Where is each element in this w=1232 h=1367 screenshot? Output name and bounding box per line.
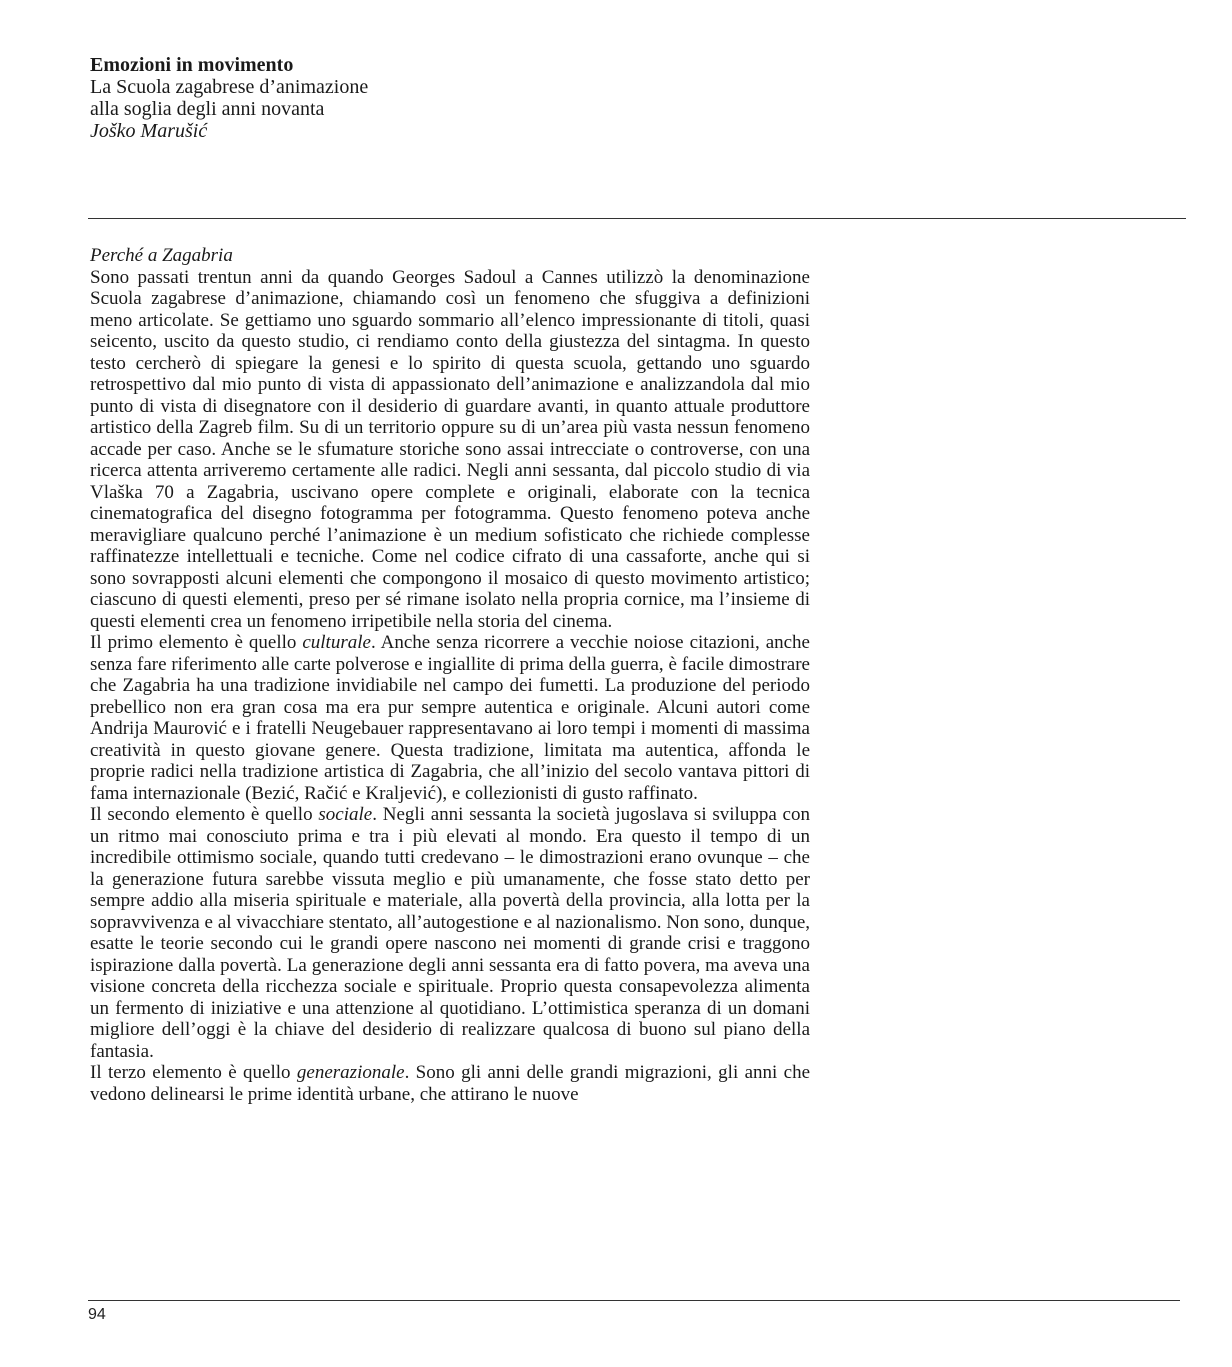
footer-divider [88, 1300, 1180, 1301]
paragraph-3-lead: Il secondo elemento è quello [90, 804, 319, 825]
paragraph-4-lead: Il terzo elemento è quello [90, 1062, 297, 1083]
paragraph-3 [90, 804, 810, 1062]
paragraph-4-emphasis: generazionale [296, 1062, 405, 1083]
paragraph-2-emphasis: culturale [302, 632, 371, 653]
section-heading: Perché a Zagabria [90, 245, 233, 266]
article-subtitle-line-2: alla soglia degli anni novanta [90, 98, 325, 120]
article-body [90, 245, 810, 1105]
page-number: 94 [88, 1306, 106, 1323]
paragraph-1: Sono passati trentun anni da quando Georges Sadoul a Cannes utilizzò la denominazione Scuola zagabrese d’animazione, chiamando così un fenomeno che sfuggiva a definizioni meno articolate. Se gettiamo uno sguardo sommario all’elenco impressionante di titoli, quasi seicento, uscito da questo studio, ci rendiamo conto della giustezza del sintagma. In questo testo cercherò di spiegare la genesi e lo spirito di questa scuola, gettando uno sguardo retrospettivo dal mio punto di vista di appassionato dell’animazione e analizzandola dal mio punto di vista di disegnatore con il desiderio di guardare avanti, in quanto attuale produttore artistico della Zagreb film. Su di un territorio oppure su di un’area più vasta nessun fenomeno accade per caso. Anche se le sfumature storiche sono assai intrecciate o controverse, con una ricerca attenta arriveremo certamente alle radici. Negli anni sessanta, dal piccolo studio di via Vlaška 70 a Zagabria, uscivano opere complete e originali, elaborate con la tecnica cinematografica del disegno fotogramma per fotogramma. Questo fenomeno poteva anche meravigliare qualcuno perché l’animazione è un medium sofisticato che richiede complesse raffinatezze intellettuali e tecniche. Come nel codice cifrato di una cassaforte, anche qui si sono sovrapposti alcuni elementi che compongono il mosaico di questo movimento artistico; ciascuno di questi elementi, preso per sé rimane isolato nella propria cornice, ma l’insieme di questi elementi crea un fenomeno irripetibile nella storia del cinema. [90, 266, 810, 632]
article-title: Emozioni in movimento [90, 54, 294, 76]
paragraph-2 [90, 632, 810, 804]
paragraph-3-emphasis: sociale [318, 804, 373, 825]
paragraph-2-rest: . Anche senza ricorrere a vecchie noiose citazioni, anche senza fare riferimento alle carte polverose e ingiallite di prima della guerra, è facile dimostrare che Zagabria ha una tradizione invidiabile nel campo dei fumetti. La produzione del periodo prebellico non era gran cosa ma era pur sempre autentica e originale. Alcuni autori come Andrija Maurović e i fratelli Neugebauer rappresentavano ai loro tempi i momenti di massima creatività in questo giovane genere. Questa tradizione, limitata ma autentica, affonda le proprie radici nella tradizione artistica di Zagabria, che all’inizio del secolo vantava pittori di fama internazionale (Bezić, Račić e Kraljević), e collezionisti di gusto raffinato. [90, 632, 810, 804]
article-author: Joško Marušić [90, 120, 208, 142]
paragraph-4 [90, 1062, 810, 1105]
paragraph-2-lead: Il primo elemento è quello [90, 632, 303, 653]
header-divider [88, 218, 1186, 219]
paragraph-4-rest: . Sono gli anni delle grandi migrazioni, gli anni che vedono delinearsi le prime identità urbane, che attirano le nuove [90, 1062, 811, 1105]
paragraph-3-rest: . Negli anni sessanta la società jugoslava si sviluppa con un ritmo mai conosciuto prima e tra i più elevati al mondo. Era questo il tempo di un incredibile ottimismo sociale, quando tutti credevano – le dimostrazioni erano ovunque – che la generazione futura sarebbe vissuta meglio e più umanamente, che fosse stato detto per sempre addio alla miseria spirituale e materiale, alla povertà della provincia, alla lotta per la sopravvivenza e al vivacchiare stentato, all’autogestione e al nazionalismo. Non sono, dunque, esatte le teorie secondo cui le grandi opere nascono nei momenti di grande crisi e traggono ispirazione dalla povertà. La generazione degli anni sessanta era di fatto povera, ma aveva una visione concreta della ricchezza sociale e spirituale. Proprio questa consapevolezza alimenta un fermento di iniziative e una attenzione al quotidiano. L’ottimistica speranza di un domani migliore dell’oggi è la chiave del desiderio di realizzare qualcosa di buono sul piano della fantasia. [90, 804, 810, 1062]
article-header [90, 54, 590, 142]
article-subtitle-line-1: La Scuola zagabrese d’animazione [90, 76, 369, 98]
